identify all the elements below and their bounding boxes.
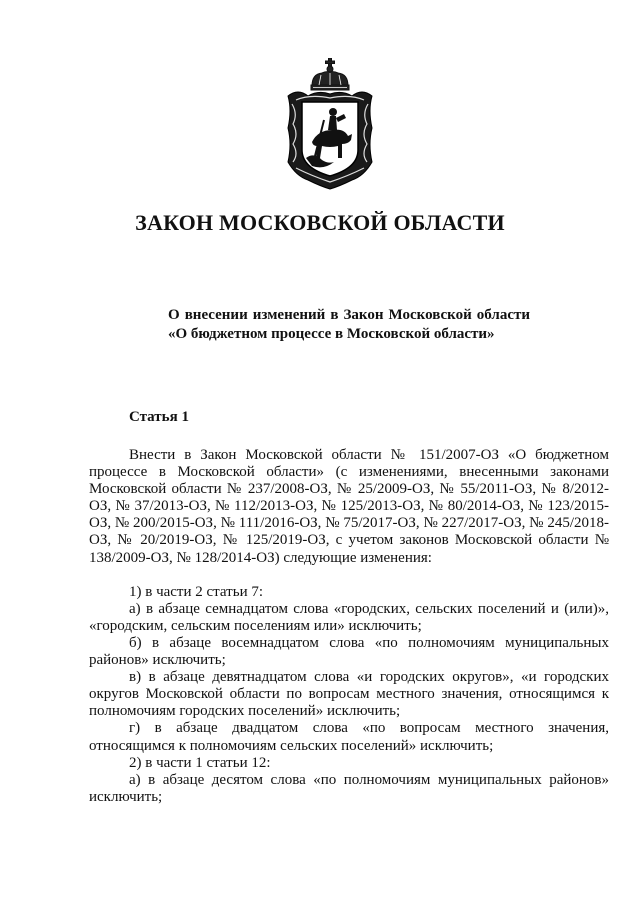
- list-item: а) в абзаце десятом слова «по полномочиям муниципальных районов» исключить;: [89, 771, 609, 805]
- list-item: в) в абзаце девятнадцатом слова «и городских округов», «и городских округов Московской области по вопросам местного значения, относящимся к полномочиям городских поселений» исключить;: [89, 669, 609, 720]
- list-item: б) в абзаце восемнадцатом слова «по полномочиям муниципальных районов» исключить;: [89, 634, 609, 669]
- list-item: 1) в части 2 статьи 7:: [129, 583, 264, 600]
- law-subject: О внесении изменений в Закон Московской области «О бюджетном процессе в Московской области»: [168, 307, 530, 342]
- coat-of-arms-icon: [282, 58, 378, 190]
- law-title: ЗАКОН МОСКОВСКОЙ ОБЛАСТИ: [135, 210, 505, 235]
- intro-paragraph: Внести в Закон Московской области № 151/2007-ОЗ «О бюджетном процессе в Московской области» (с изменениями, внесенными законами Московской области № 237/2008-ОЗ, № 25/2009-ОЗ, № 55/2011-ОЗ, № 8/2012-ОЗ, № 37/2013-ОЗ, № 112/2013-ОЗ, № 125/2013-ОЗ, № 80/2014-ОЗ, № 123/2015-ОЗ, № 200/2015-ОЗ, № 111/2016-ОЗ, № 75/2017-ОЗ, № 227/2017-ОЗ, № 245/2018-ОЗ, № 20/2019-ОЗ, № 125/2019-ОЗ, с учетом законов Московской области № 138/2009-ОЗ, № 128/2014-ОЗ) следующие изменения:: [89, 447, 609, 566]
- article-heading: Статья 1: [129, 409, 189, 425]
- list-item: г) в абзаце двадцатом слова «по вопросам местного значения, относящимся к полномочиям сельских поселений» исключить;: [89, 720, 609, 754]
- list-item: а) в абзаце семнадцатом слова «городских, сельских поселений и (или)», «городским, сельским поселениям или» исключить;: [89, 600, 609, 634]
- article-body: [89, 447, 609, 806]
- list-item: 2) в части 1 статьи 12:: [129, 754, 271, 771]
